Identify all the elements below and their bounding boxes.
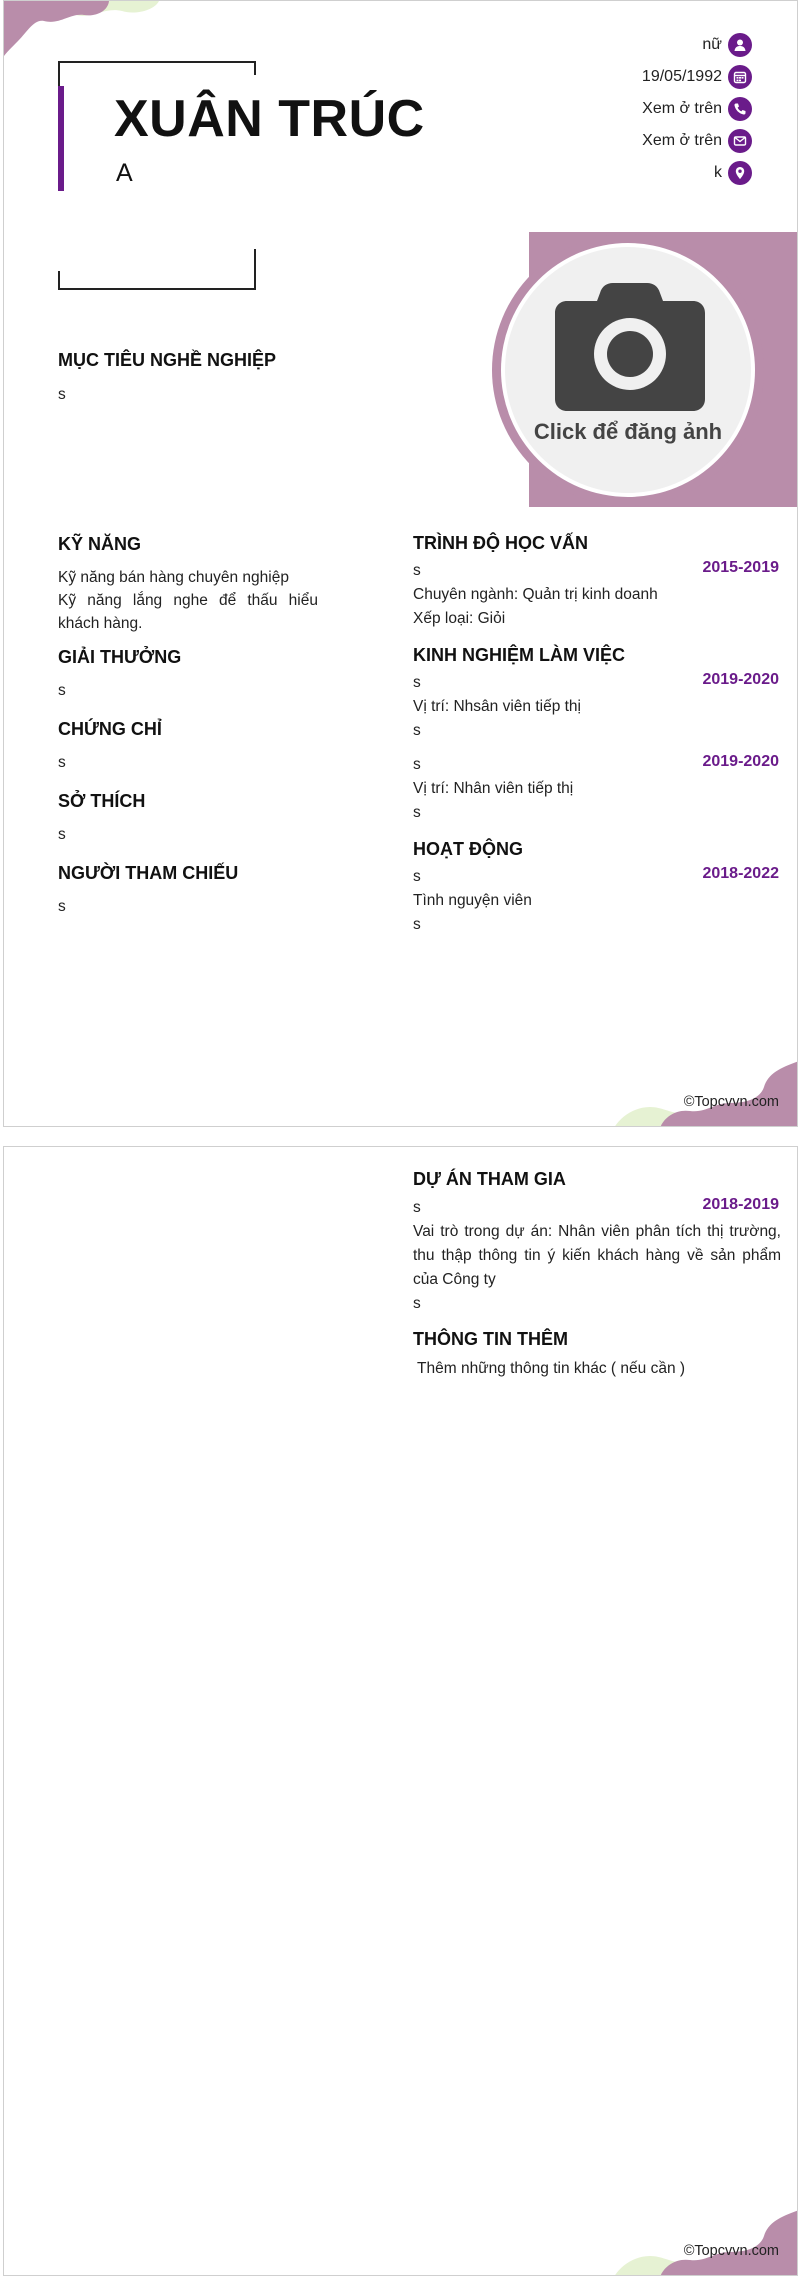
cv-page-1 (3, 0, 798, 1127)
experience-company[interactable]: s (413, 756, 421, 773)
experience-title: KINH NGHIỆM LÀM VIỆC (413, 645, 626, 665)
contact-email-text: Xem ở trên (642, 132, 722, 149)
certificates-title: CHỨNG CHỈ (58, 719, 162, 739)
experience-company[interactable]: s (413, 674, 421, 691)
user-icon (728, 33, 752, 57)
contact-gender-text: nữ (702, 36, 722, 53)
activities-desc[interactable]: s (413, 916, 421, 933)
camera-icon[interactable] (555, 281, 705, 413)
education-title: TRÌNH ĐỘ HỌC VẤN (413, 533, 588, 553)
hobbies-title: SỞ THÍCH (58, 791, 146, 811)
experience-role[interactable]: Vị trí: Nhân viên tiếp thị (413, 780, 574, 797)
projects-title: DỰ ÁN THAM GIA (413, 1169, 566, 1189)
experience-date[interactable]: 2019-2020 (702, 753, 779, 770)
contact-birthday-text: 19/05/1992 (641, 68, 722, 85)
more-info-text[interactable]: Thêm những thông tin khác ( nếu cần ) (413, 1360, 686, 1377)
decorative-blob-top-left (4, 1, 164, 61)
skill-item[interactable]: Kỹ năng bán hàng chuyên nghiệp (58, 569, 289, 586)
experience-desc[interactable]: s (413, 722, 421, 739)
full-name[interactable]: XUÂN TRÚC (114, 90, 425, 148)
footer-brand: ©Topcvvn.com (683, 1094, 779, 1110)
cv-page-2 (3, 1146, 798, 2276)
education-date[interactable]: 2015-2019 (702, 559, 779, 576)
project-desc[interactable]: s (413, 1295, 421, 1312)
contact-address[interactable] (714, 161, 752, 185)
activities-title: HOẠT ĐỘNG (413, 839, 523, 859)
education-grade[interactable]: Xếp loại: Giỏi (413, 610, 506, 627)
contact-gender[interactable] (702, 33, 752, 57)
skills-title: KỸ NĂNG (58, 534, 142, 554)
awards-title: GIẢI THƯỞNG (58, 647, 182, 667)
job-position[interactable]: A (116, 159, 133, 187)
phone-icon (728, 97, 752, 121)
footer-brand: ©Topcvvn.com (683, 2243, 779, 2259)
name-accent-bar (58, 86, 64, 191)
education-major[interactable]: Chuyên ngành: Quản trị kinh doanh (413, 586, 658, 603)
mail-icon (728, 129, 752, 153)
contact-birthday[interactable] (642, 65, 752, 89)
certificates-text[interactable]: s (58, 754, 66, 771)
contact-phone[interactable] (642, 97, 752, 121)
experience-role[interactable]: Vị trí: Nhsân viên tiếp thị (413, 698, 581, 715)
awards-text[interactable]: s (58, 682, 66, 699)
experience-desc[interactable]: s (413, 804, 421, 821)
contact-email[interactable] (642, 129, 752, 153)
references-title: NGƯỜI THAM CHIẾU (58, 863, 239, 883)
education-school[interactable]: s (413, 562, 421, 579)
activities-org[interactable]: s (413, 868, 421, 885)
hobbies-text[interactable]: s (58, 826, 66, 843)
calendar-icon (728, 65, 752, 89)
contact-address-text: k (714, 164, 722, 181)
objective-title: MỤC TIÊU NGHỀ NGHIỆP (58, 350, 277, 370)
contact-phone-text: Xem ở trên (642, 100, 722, 117)
skill-item[interactable]: Kỹ năng lắng nghe để thấu hiểu khách hàng. (58, 592, 318, 632)
activities-date[interactable]: 2018-2022 (702, 865, 779, 882)
more-info-title: THÔNG TIN THÊM (413, 1329, 568, 1349)
location-icon (728, 161, 752, 185)
experience-date[interactable]: 2019-2020 (702, 671, 779, 688)
objective-text[interactable]: s (58, 386, 66, 403)
references-text[interactable]: s (58, 898, 66, 915)
activities-role[interactable]: Tình nguyện viên (413, 892, 532, 909)
project-name[interactable]: s (413, 1199, 421, 1216)
project-date[interactable]: 2018-2019 (702, 1196, 779, 1213)
photo-upload-caption[interactable]: Click để đăng ảnh (533, 419, 723, 444)
project-role[interactable]: Vai trò trong dự án: Nhân viên phân tích thị trường, thu thập thông tin ý kiến khách hàng về sản phẩm của Công ty (413, 1223, 781, 1288)
